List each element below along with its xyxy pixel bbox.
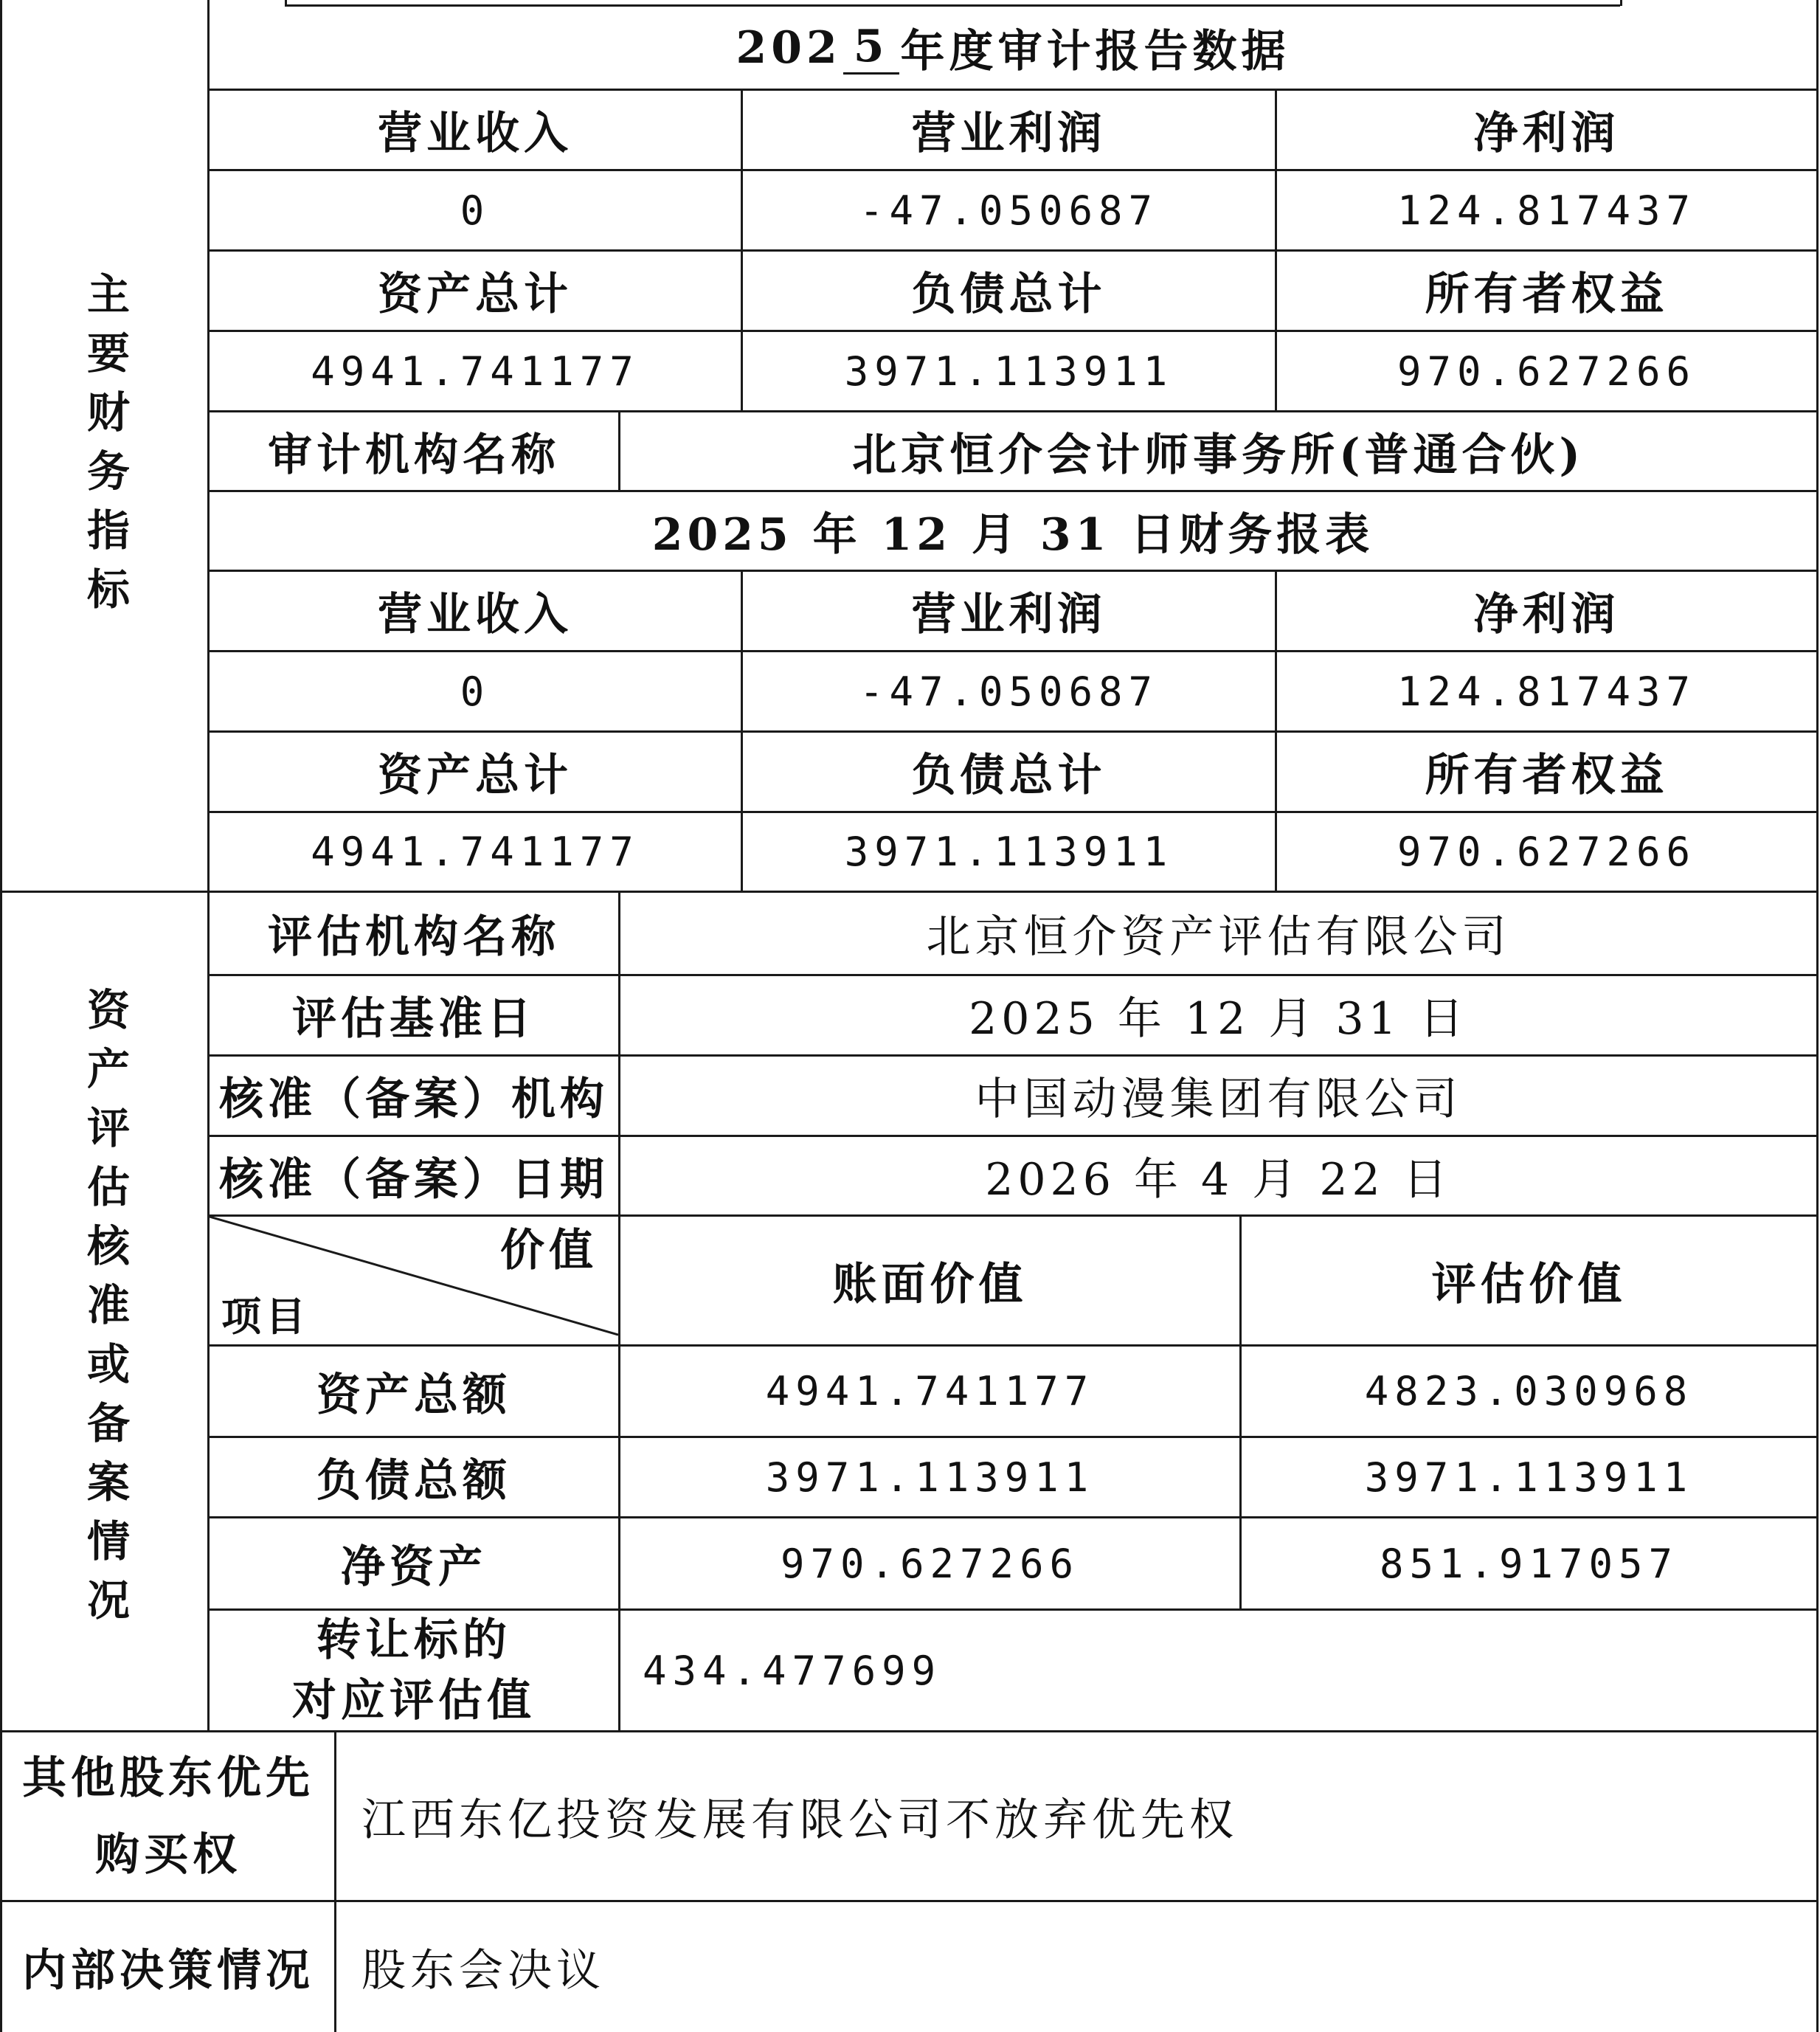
audit-value-total-assets: 4941.741177 bbox=[311, 348, 640, 395]
report-value-operating-profit: -47.050687 bbox=[859, 668, 1159, 715]
row-book-total-assets: 4941.741177 bbox=[765, 1368, 1095, 1414]
valuation-org-label: 评估机构名称 bbox=[268, 911, 560, 963]
approval-org-label: 核准（备案）机构 bbox=[219, 1074, 609, 1125]
preemption-label-line1: 其他股东优先 bbox=[22, 1752, 314, 1804]
audit-header-owners-equity: 所有者权益 bbox=[1425, 269, 1669, 320]
row-label-total-assets: 资产总额 bbox=[316, 1369, 511, 1421]
report-value-revenue: 0 bbox=[460, 668, 491, 715]
audit-title-suffix: 年度审计报告数据 bbox=[900, 25, 1290, 77]
decision-value: 股东会决议 bbox=[361, 1945, 605, 1997]
audit-header-revenue: 营业收入 bbox=[378, 108, 572, 159]
report-value-owners-equity: 970.627266 bbox=[1397, 829, 1697, 875]
approval-date-value: 2026 年 4 月 22 日 bbox=[985, 1153, 1452, 1206]
valuation-date-value: 2025 年 12 月 31 日 bbox=[969, 993, 1468, 1045]
audit-value-operating-profit: -47.050687 bbox=[859, 187, 1159, 234]
audit-value-revenue: 0 bbox=[460, 187, 491, 234]
row-label-net-assets: 净资产 bbox=[341, 1541, 487, 1593]
row-book-total-liabilities: 3971.113911 bbox=[765, 1454, 1095, 1501]
report-title: 2025 年 12 月 31 日财务报表 bbox=[651, 508, 1374, 561]
report-value-net-profit: 124.817437 bbox=[1397, 668, 1697, 715]
approval-org-value: 中国动漫集团有限公司 bbox=[975, 1074, 1462, 1125]
valuation-org-value: 北京恒介资产评估有限公司 bbox=[926, 911, 1511, 963]
report-header-operating-profit: 营业利润 bbox=[911, 589, 1107, 640]
row-book-net-assets: 970.627266 bbox=[780, 1540, 1080, 1587]
valuation-date-label: 评估基准日 bbox=[292, 993, 536, 1045]
row-eval-total-assets: 4823.030968 bbox=[1364, 1368, 1694, 1414]
audit-org-value: 北京恒介会计师事务所(普通合伙) bbox=[852, 429, 1585, 481]
preemption-label-line2: 购买权 bbox=[95, 1828, 241, 1881]
preemption-label bbox=[2, 1732, 334, 1900]
report-header-total-liabilities: 负债总计 bbox=[911, 750, 1107, 801]
audit-title-prefix: 202 bbox=[736, 21, 842, 74]
audit-value-net-profit: 124.817437 bbox=[1397, 187, 1697, 234]
col-header-eval-value: 评估价值 bbox=[1431, 1258, 1627, 1310]
target-eval-label-line2: 对应评估值 bbox=[292, 1675, 536, 1727]
diag-header-item: 项目 bbox=[221, 1292, 310, 1340]
decision-label: 内部决策情况 bbox=[22, 1945, 314, 1997]
diag-header-value: 价值 bbox=[500, 1225, 598, 1276]
report-value-total-liabilities: 3971.113911 bbox=[844, 829, 1174, 875]
target-eval-value: 434.477699 bbox=[643, 1647, 942, 1694]
audit-title bbox=[210, 7, 1816, 89]
row-eval-net-assets: 851.917057 bbox=[1379, 1540, 1679, 1587]
report-header-owners-equity: 所有者权益 bbox=[1425, 750, 1669, 801]
preemption-value: 江西东亿投资发展有限公司不放弃优先权 bbox=[361, 1794, 1238, 1846]
audit-value-total-liabilities: 3971.113911 bbox=[844, 348, 1174, 395]
approval-date-label: 核准（备案）日期 bbox=[219, 1153, 609, 1206]
audit-header-operating-profit: 营业利润 bbox=[911, 108, 1107, 159]
table-border-right bbox=[1816, 0, 1819, 2032]
row-label-total-liabilities: 负债总额 bbox=[316, 1455, 511, 1507]
audit-org-label: 审计机构名称 bbox=[268, 429, 560, 481]
audit-header-total-liabilities: 负债总计 bbox=[911, 269, 1107, 320]
report-value-total-assets: 4941.741177 bbox=[311, 829, 640, 875]
audit-header-total-assets: 资产总计 bbox=[378, 269, 572, 320]
section-label-valuation: 资产评估核准或备案情况 bbox=[80, 986, 130, 1637]
target-eval-label-line1: 转让标的 bbox=[316, 1614, 511, 1666]
report-header-revenue: 营业收入 bbox=[378, 589, 572, 640]
col-header-book-value: 账面价值 bbox=[832, 1258, 1028, 1310]
target-eval-label bbox=[210, 1611, 618, 1730]
row-eval-total-liabilities: 3971.113911 bbox=[1364, 1454, 1694, 1501]
report-header-total-assets: 资产总计 bbox=[378, 750, 572, 801]
grid-line bbox=[1620, 0, 1622, 6]
audit-header-net-profit: 净利润 bbox=[1473, 108, 1620, 159]
audit-title-year-digit: 5 bbox=[843, 21, 899, 75]
report-header-net-profit: 净利润 bbox=[1473, 589, 1620, 640]
section-label-financial: 主要财务指标 bbox=[80, 271, 130, 626]
audit-value-owners-equity: 970.627266 bbox=[1397, 348, 1697, 395]
